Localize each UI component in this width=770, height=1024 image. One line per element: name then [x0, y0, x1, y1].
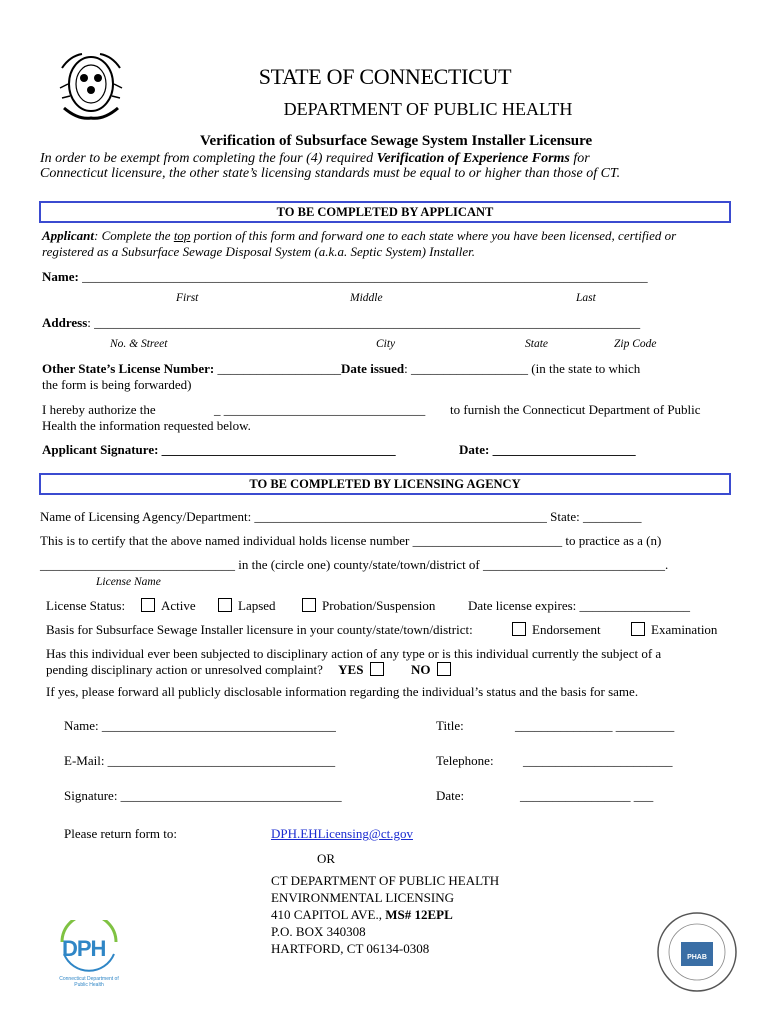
contact-date-label: Date:	[436, 788, 465, 803]
authorize-rest: to furnish the Connecticut Department of Public	[450, 402, 701, 417]
address-row	[42, 315, 640, 331]
state-title: STATE OF CONNECTICUT	[258, 64, 512, 89]
applicant-header: TO BE COMPLETED BY APPLICANT	[276, 205, 494, 219]
certify-line[interactable]: This is to certify that the above named individual holds license number _______________________ to practice as a (n)	[40, 533, 662, 548]
return-address-street: 410 CAPITOL AVE.,	[271, 907, 386, 922]
jurisdiction-line[interactable]: ______________________________ in the (circle one) county/state/town/district of ____________________________.	[40, 557, 669, 572]
agency-header: TO BE COMPLETED BY LICENSING AGENCY	[249, 477, 521, 491]
yes-checkbox[interactable]	[370, 662, 384, 676]
return-email-link[interactable]: DPH.EHLicensing@ct.gov	[271, 826, 413, 841]
address-line[interactable]: : ____________________________________________________________________________________	[87, 315, 641, 330]
contact-telephone-line[interactable]: _______________________	[523, 753, 673, 768]
contact-signature-field[interactable]: Signature: __________________________________	[64, 788, 342, 803]
date-issued-label: Date issued	[340, 361, 405, 376]
no-checkbox[interactable]	[437, 662, 451, 676]
return-address-line-5: HARTFORD, CT 06134-0308	[271, 941, 430, 956]
instr-a: : Complete the	[94, 228, 174, 243]
active-label: Active	[161, 598, 196, 613]
dph-logo-text: DPH	[62, 936, 106, 961]
license-number-line[interactable]: ___________________	[214, 361, 341, 376]
license-number-label: Other State’s License Number:	[42, 361, 215, 376]
license-name-caption: License Name	[96, 576, 161, 588]
authorize-agency-line[interactable]: _ _______________________________	[214, 402, 426, 417]
examination-label: Examination	[651, 622, 718, 637]
endorsement-label: Endorsement	[532, 622, 601, 637]
contact-email-field[interactable]: E-Mail: ___________________________________	[64, 753, 336, 768]
return-address-ms: MS# 12EPL	[385, 907, 453, 922]
address-label: Address	[42, 315, 88, 330]
street-caption: No. & Street	[110, 338, 168, 350]
probation-checkbox[interactable]	[302, 598, 316, 612]
probation-label: Probation/Suspension	[322, 598, 436, 613]
name-line[interactable]: _______________________________________________________________________________________	[82, 269, 648, 284]
agency-name-field[interactable]: Name of Licensing Agency/Department: _____________________________________________ State: _________	[40, 509, 642, 524]
contact-title-label: Title:	[436, 718, 464, 733]
return-or: OR	[317, 851, 336, 866]
contact-date-line[interactable]: _________________ ___	[520, 788, 654, 803]
license-expires-field[interactable]: Date license expires: _________________	[468, 598, 691, 613]
return-address-line-2: ENVIRONMENTAL LICENSING	[271, 890, 454, 905]
applicant-instructions-line2: registered as a Subsurface Sewage Disposal System (a.k.a. Septic System) Installer.	[42, 244, 476, 259]
intro-part-1: In order to be exempt from completing the four (4) required	[40, 151, 377, 166]
license-status-label: License Status:	[46, 598, 126, 613]
status-lapsed[interactable]	[218, 598, 276, 614]
state-caption: State	[525, 338, 548, 350]
basis-examination[interactable]	[631, 622, 717, 638]
instr-top: top	[173, 228, 191, 243]
return-label: Please return form to:	[64, 826, 177, 841]
forwarded-note: the form is being forwarded)	[42, 377, 192, 392]
lapsed-checkbox[interactable]	[218, 598, 232, 612]
middle-caption: Middle	[350, 292, 383, 304]
instr-b: portion of this form and forward one to each state where you have been licensed, certified or	[190, 228, 677, 243]
phab-logo-text: PHAB	[687, 954, 707, 961]
disciplinary-question-2	[46, 662, 457, 678]
intro-bold: Verification of Experience Forms	[376, 151, 570, 166]
return-address-line-3	[271, 907, 453, 923]
disciplinary-question-1: Has this individual ever been subjected to disciplinary action of any type or is this individual currently the subject of a	[46, 646, 662, 661]
basis-endorsement[interactable]	[512, 622, 601, 638]
endorsement-checkbox[interactable]	[512, 622, 526, 636]
first-caption: First	[176, 292, 199, 304]
applicant-instructions	[42, 228, 676, 244]
department-title: DEPARTMENT OF PUBLIC HEALTH	[283, 99, 573, 119]
dph-logo-caption: Connecticut Department of Public Health	[59, 976, 119, 988]
authorize-line2: Health the information requested below.	[42, 418, 251, 433]
return-address-line-4: P.O. BOX 340308	[271, 924, 366, 939]
contact-name-field[interactable]: Name: ____________________________________	[64, 718, 336, 733]
license-number-row	[42, 361, 640, 377]
applicant-date-field[interactable]: Date: ______________________	[459, 442, 636, 457]
name-row	[42, 269, 648, 285]
status-active[interactable]	[141, 598, 196, 614]
intro-line2: Connecticut licensure, the other state’s licensing standards must be equal to or higher than those of CT.	[40, 166, 621, 181]
intro-part-2: for	[569, 151, 590, 166]
disciplinary-question-2-text: pending disciplinary action or unresolved complaint?	[46, 662, 323, 677]
applicant-signature-field[interactable]: Applicant Signature: ____________________________________	[42, 442, 396, 457]
contact-telephone-label: Telephone:	[436, 753, 494, 768]
applicant-lead: Applicant	[42, 228, 95, 243]
examination-checkbox[interactable]	[631, 622, 645, 636]
yes-label: YES	[338, 662, 364, 677]
zip-caption: Zip Code	[614, 338, 657, 350]
no-label: NO	[410, 662, 431, 677]
name-label: Name:	[42, 269, 79, 284]
lapsed-label: Lapsed	[238, 598, 276, 613]
active-checkbox[interactable]	[141, 598, 155, 612]
last-caption: Last	[576, 292, 596, 304]
status-probation[interactable]	[302, 598, 435, 614]
city-caption: City	[376, 338, 396, 350]
form-title: Verification of Subsurface Sewage System Installer Licensure	[200, 133, 593, 149]
forward-info-note: If yes, please forward all publicly disclosable information regarding the individual’s status and the basis for same.	[46, 684, 639, 699]
authorize-label: I hereby authorize the	[42, 402, 156, 417]
dph-logo	[56, 920, 122, 990]
basis-label: Basis for Subsurface Sewage Installer licensure in your county/state/town/district:	[46, 622, 473, 637]
contact-title-line[interactable]: _______________ _________	[515, 718, 675, 733]
phab-seal	[655, 910, 739, 994]
date-issued-line[interactable]: : __________________ (in the state to which	[404, 361, 641, 376]
intro-text	[40, 151, 590, 167]
return-address-line-1: CT DEPARTMENT OF PUBLIC HEALTH	[271, 873, 500, 888]
